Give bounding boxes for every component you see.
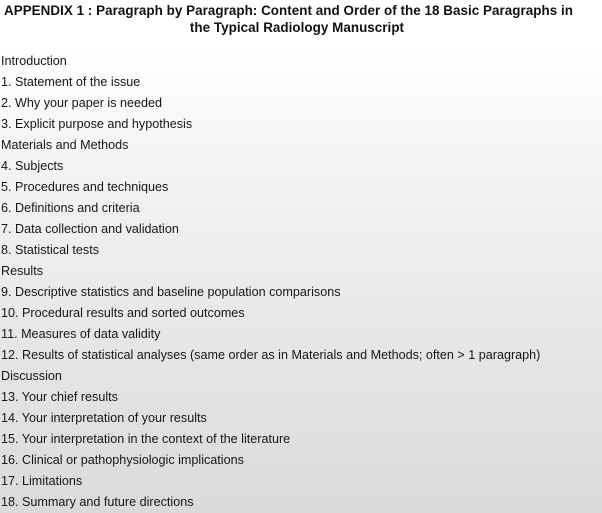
outline-item-3: 3. Explicit purpose and hypothesis bbox=[1, 117, 193, 131]
outline-item-5: 5. Procedures and techniques bbox=[1, 180, 169, 194]
section-heading-results: Results bbox=[1, 264, 43, 278]
appendix-content bbox=[0, 45, 602, 513]
outline-item-17: 17. Limitations bbox=[1, 474, 83, 488]
outline-item-6: 6. Definitions and criteria bbox=[1, 201, 140, 215]
outline-item-14: 14. Your interpretation of your results bbox=[1, 411, 207, 425]
outline-item-7: 7. Data collection and validation bbox=[1, 222, 179, 236]
outline-item-1: 1. Statement of the issue bbox=[1, 75, 141, 89]
section-heading-discussion: Discussion bbox=[1, 369, 62, 383]
outline-item-11: 11. Measures of data validity bbox=[1, 327, 161, 341]
outline-item-10: 10. Procedural results and sorted outcomes bbox=[1, 306, 245, 320]
appendix-title-line-1: APPENDIX 1 : Paragraph by Paragraph: Content and Order of the 18 Basic Paragraphs in bbox=[4, 3, 573, 18]
appendix-title bbox=[0, 0, 602, 43]
outline-item-15: 15. Your interpretation in the context of the literature bbox=[1, 432, 291, 446]
section-heading-introduction: Introduction bbox=[1, 54, 67, 68]
section-heading-materials-and-methods: Materials and Methods bbox=[1, 138, 129, 152]
outline-item-9: 9. Descriptive statistics and baseline population comparisons bbox=[1, 285, 341, 299]
paragraph-outline-list bbox=[0, 45, 602, 513]
outline-item-2: 2. Why your paper is needed bbox=[1, 96, 163, 110]
outline-item-4: 4. Subjects bbox=[1, 159, 64, 173]
outline-item-18: 18. Summary and future directions bbox=[1, 495, 194, 509]
outline-item-12: 12. Results of statistical analyses (same order as in Materials and Methods; often > 1 paragraph) bbox=[1, 348, 541, 362]
outline-item-16: 16. Clinical or pathophysiologic implications bbox=[1, 453, 244, 467]
appendix-title-line-2: the Typical Radiology Manuscript bbox=[189, 20, 405, 35]
outline-item-8: 8. Statistical tests bbox=[1, 243, 99, 257]
outline-item-13: 13. Your chief results bbox=[1, 390, 118, 404]
